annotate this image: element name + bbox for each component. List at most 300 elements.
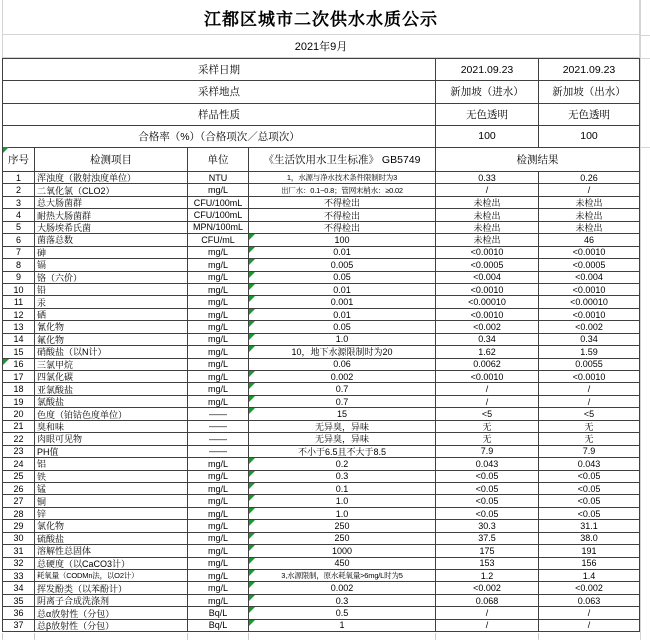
- cell-unit: [188, 334, 249, 346]
- cell-unit: [188, 471, 249, 483]
- cell-seq: [3, 483, 35, 495]
- cell-result-outlet-text: <0.05: [577, 483, 601, 494]
- cell-item: [35, 433, 188, 445]
- table-header-row: [3, 147, 640, 172]
- cell-seq: [3, 607, 35, 619]
- cell-standard: [249, 508, 436, 520]
- cell-standard-text: 0.05: [333, 321, 351, 332]
- cell-unit: [188, 533, 249, 545]
- cell-result-inlet: [436, 184, 539, 196]
- info-label: 合格率（%）（合格项次／总项次）: [3, 126, 436, 148]
- cell-unit: [188, 582, 249, 594]
- cell-item: [35, 396, 188, 408]
- cell-result-outlet-text: 0.063: [577, 595, 601, 606]
- cell-unit: [188, 184, 249, 196]
- cell-seq-text: 18: [13, 384, 24, 395]
- cell-result-inlet-text: 未检出: [473, 210, 501, 221]
- cell-seq-text: 12: [13, 309, 24, 320]
- cell-standard: [249, 321, 436, 333]
- cell-seq: [3, 421, 35, 433]
- cell-result-outlet-text: <0.0010: [572, 284, 606, 295]
- cell-standard-text: 15: [336, 409, 347, 420]
- cell-result-inlet-text: 0.33: [478, 172, 496, 183]
- table-row: [3, 595, 640, 607]
- cell-unit-text: CFU/100mL: [193, 197, 243, 208]
- cell-unit: [188, 222, 249, 234]
- cell-standard-text: 250: [334, 533, 350, 544]
- cell-result-outlet: [539, 421, 640, 433]
- info-label: 样品性质: [3, 104, 436, 126]
- gridline-margin-2: [640, 58, 650, 59]
- cell-unit-text: ——: [209, 446, 227, 457]
- cell-item: [35, 620, 188, 632]
- cell-seq: [3, 334, 35, 346]
- cell-standard: [249, 371, 436, 383]
- cell-unit: [188, 383, 249, 395]
- table-row: [3, 446, 640, 458]
- cell-seq: [3, 545, 35, 557]
- cell-result-outlet: [539, 359, 640, 371]
- info-label: 采样日期: [3, 59, 436, 81]
- cell-result-inlet: [436, 508, 539, 520]
- cell-result-inlet: [436, 296, 539, 308]
- cell-item-text: 硒: [37, 310, 47, 321]
- cell-standard-text: 450: [334, 558, 350, 569]
- cell-item-text: 总大肠菌群: [37, 198, 83, 209]
- cell-standard-text: 0.01: [333, 247, 351, 258]
- cell-seq-text: 17: [13, 371, 24, 382]
- cell-unit: [188, 595, 249, 607]
- results-table: [2, 147, 640, 632]
- cell-standard-text: 0.001: [330, 297, 354, 308]
- cell-seq-text: 30: [13, 533, 24, 544]
- cell-seq-text: 35: [13, 595, 24, 606]
- cell-result-inlet: [436, 321, 539, 333]
- cell-result-inlet: [436, 620, 539, 632]
- table-body: [3, 172, 640, 632]
- cell-unit: [188, 359, 249, 371]
- cell-result-inlet-text: <0.05: [475, 483, 499, 494]
- cell-result-inlet-text: <0.0010: [470, 247, 504, 258]
- cell-result-inlet: [436, 383, 539, 395]
- cell-result-outlet: [539, 595, 640, 607]
- cell-result-inlet-text: 7.9: [480, 446, 494, 457]
- cell-seq-text: 24: [13, 458, 24, 469]
- cell-result-inlet-text: /: [485, 620, 489, 631]
- cell-standard: [249, 197, 436, 209]
- cell-item: [35, 570, 188, 582]
- table-row: [3, 545, 640, 557]
- cell-unit: [188, 433, 249, 445]
- cell-unit: [188, 321, 249, 333]
- cell-unit-text: mg/L: [207, 483, 228, 494]
- error-flag-icon: [249, 458, 255, 464]
- cell-unit: [188, 209, 249, 221]
- cell-item: [35, 383, 188, 395]
- cell-standard: [249, 383, 436, 395]
- cell-unit: [188, 309, 249, 321]
- cell-seq-text: 15: [13, 346, 24, 357]
- info-row: [3, 59, 640, 81]
- cell-seq: [3, 595, 35, 607]
- cell-standard: [249, 184, 436, 196]
- table-row: [3, 508, 640, 520]
- cell-result-outlet: [539, 558, 640, 570]
- cell-standard: [249, 495, 436, 507]
- cell-item: [35, 359, 188, 371]
- cell-seq: [3, 383, 35, 395]
- cell-standard: [249, 433, 436, 445]
- cell-result-inlet-text: 175: [479, 545, 495, 556]
- cell-result-inlet: [436, 346, 539, 358]
- cell-result-inlet-text: 1.62: [478, 346, 496, 357]
- cell-result-inlet-text: 0.34: [478, 334, 496, 345]
- gridline-right: [640, 0, 641, 640]
- cell-result-inlet-text: 未检出: [473, 198, 501, 209]
- cell-unit-text: mg/L: [207, 247, 228, 258]
- info-label: 采样地点: [3, 81, 436, 103]
- cell-result-inlet: [436, 309, 539, 321]
- cell-unit: [188, 284, 249, 296]
- cell-seq-text: 5: [15, 222, 21, 233]
- cell-item-text: 挥发酚类（以苯酚计）: [37, 583, 128, 594]
- cell-standard: [249, 446, 436, 458]
- table-row: [3, 184, 640, 196]
- cell-result-outlet-text: 156: [581, 558, 597, 569]
- error-flag-icon: [249, 272, 255, 278]
- cell-standard-text: 3,水源限制，原水耗氧量>6mg/L时为5: [281, 571, 403, 581]
- cell-result-inlet-text: <0.002: [473, 321, 501, 332]
- cell-result-inlet-text: <0.0010: [470, 284, 504, 295]
- cell-result-outlet: [539, 607, 640, 619]
- cell-result-outlet-text: 未检出: [575, 210, 603, 221]
- table-row: [3, 359, 640, 371]
- cell-result-outlet-text: <0.002: [575, 583, 603, 594]
- cell-standard-text: 出厂水：0.1~0.8；管网末梢水：≥0.02: [281, 185, 403, 195]
- cell-seq: [3, 296, 35, 308]
- cell-result-inlet-text: 0.068: [475, 595, 499, 606]
- cell-seq-text: 8: [15, 259, 21, 270]
- cell-result-outlet-text: 无: [584, 421, 594, 432]
- cell-standard: [249, 582, 436, 594]
- cell-result-inlet-text: <0.05: [475, 508, 499, 519]
- cell-item-text: 铝: [37, 459, 47, 470]
- cell-item: [35, 197, 188, 209]
- header-item: 检测项目: [35, 147, 188, 172]
- cell-unit-text: mg/L: [207, 272, 228, 283]
- header-seq: [3, 147, 35, 172]
- cell-standard: [249, 607, 436, 619]
- cell-unit-text: mg/L: [207, 471, 228, 482]
- table-row: [3, 296, 640, 308]
- cell-unit: [188, 259, 249, 271]
- info-value-outlet: 无色透明: [539, 104, 640, 126]
- cell-seq-text: 25: [13, 471, 24, 482]
- table-row: [3, 620, 640, 632]
- cell-result-outlet-text: /: [587, 620, 591, 631]
- cell-seq: [3, 272, 35, 284]
- cell-standard: [249, 209, 436, 221]
- cell-standard: [249, 520, 436, 532]
- cell-standard-text: 0.05: [333, 272, 351, 283]
- cell-result-inlet-text: 无: [482, 421, 492, 432]
- table-row: [3, 284, 640, 296]
- cell-seq-text: 32: [13, 558, 24, 569]
- cell-seq: [3, 209, 35, 221]
- cell-result-outlet: [539, 620, 640, 632]
- error-flag-icon: [249, 483, 255, 489]
- cell-seq-text: 20: [13, 409, 24, 420]
- cell-result-outlet-text: 未检出: [575, 198, 603, 209]
- cell-result-inlet-text: <0.00010: [468, 297, 506, 308]
- report-month: 2021年9月: [2, 35, 640, 58]
- cell-standard-text: 0.5: [335, 608, 349, 619]
- error-flag-icon: [249, 520, 255, 526]
- cell-item-text: 铬（六价）: [37, 272, 83, 283]
- cell-result-outlet-text: 38.0: [580, 533, 598, 544]
- gridline-stub: [34, 633, 35, 640]
- cell-seq: [3, 371, 35, 383]
- cell-result-outlet: [539, 408, 640, 420]
- cell-result-inlet-text: /: [485, 384, 489, 395]
- cell-seq: [3, 346, 35, 358]
- cell-standard: [249, 222, 436, 234]
- cell-result-outlet: [539, 433, 640, 445]
- cell-result-inlet-text: <0.002: [473, 583, 501, 594]
- cell-seq: [3, 433, 35, 445]
- cell-result-inlet: [436, 533, 539, 545]
- cell-item: [35, 483, 188, 495]
- cell-unit: [188, 508, 249, 520]
- cell-result-outlet-text: 7.9: [582, 446, 596, 457]
- cell-seq-text: 19: [13, 396, 24, 407]
- cell-result-outlet-text: 191: [581, 545, 597, 556]
- cell-seq: [3, 408, 35, 420]
- cell-result-inlet-text: 0.0062: [473, 359, 501, 370]
- cell-seq-text: 1: [15, 172, 21, 183]
- cell-result-inlet-text: 1.2: [480, 570, 494, 581]
- error-flag-icon: [249, 334, 255, 340]
- error-flag-icon: [249, 570, 255, 576]
- cell-item: [35, 334, 188, 346]
- cell-result-outlet-text: 31.1: [580, 520, 598, 531]
- cell-unit: [188, 558, 249, 570]
- cell-item-text: 浑浊度（散射浊度单位）: [37, 173, 137, 184]
- error-flag-icon: [249, 296, 255, 302]
- cell-seq: [3, 184, 35, 196]
- cell-unit: [188, 371, 249, 383]
- cell-result-outlet: [539, 446, 640, 458]
- cell-result-inlet: [436, 495, 539, 507]
- cell-standard: [249, 234, 436, 246]
- cell-item-text: 溶解性总固体: [37, 546, 92, 557]
- cell-item-text: 氟化物: [37, 334, 65, 345]
- cell-item: [35, 259, 188, 271]
- cell-seq: [3, 582, 35, 594]
- cell-result-inlet: [436, 545, 539, 557]
- cell-seq: [3, 197, 35, 209]
- cell-result-outlet-text: 无: [584, 434, 594, 445]
- cell-standard: [249, 296, 436, 308]
- cell-item: [35, 582, 188, 594]
- cell-unit-text: Bq/L: [208, 620, 228, 631]
- cell-standard: [249, 471, 436, 483]
- info-row: [3, 81, 640, 103]
- cell-result-inlet: [436, 259, 539, 271]
- cell-seq-text: 31: [13, 545, 24, 556]
- cell-standard: [249, 172, 436, 184]
- cell-result-inlet-text: 37.5: [478, 533, 496, 544]
- cell-result-outlet: [539, 234, 640, 246]
- cell-result-outlet-text: 未检出: [575, 222, 603, 233]
- info-value-inlet: 新加坡（进水）: [436, 81, 539, 103]
- table-row: [3, 495, 640, 507]
- cell-item-text: 四氯化碳: [37, 372, 74, 383]
- cell-result-outlet: [539, 259, 640, 271]
- table-row: [3, 582, 640, 594]
- cell-result-outlet: [539, 346, 640, 358]
- table-row: [3, 520, 640, 532]
- cell-result-inlet-text: <5: [481, 409, 493, 420]
- cell-result-inlet: [436, 197, 539, 209]
- cell-result-inlet-text: 无: [482, 434, 492, 445]
- cell-standard-text: 0.01: [333, 284, 351, 295]
- cell-item: [35, 533, 188, 545]
- cell-seq: [3, 247, 35, 259]
- table-row: [3, 334, 640, 346]
- cell-standard-text: 100: [334, 234, 350, 245]
- cell-standard: [249, 570, 436, 582]
- cell-item: [35, 371, 188, 383]
- cell-item: [35, 321, 188, 333]
- cell-item: [35, 595, 188, 607]
- cell-unit-text: mg/L: [207, 185, 228, 196]
- cell-item-text: 大肠埃希氏菌: [37, 222, 92, 233]
- cell-result-inlet: [436, 483, 539, 495]
- cell-unit-text: mg/L: [207, 496, 228, 507]
- cell-seq-text: 13: [13, 321, 24, 332]
- table-row: [3, 197, 640, 209]
- cell-result-inlet-text: 30.3: [478, 520, 496, 531]
- cell-unit-text: ——: [209, 409, 227, 420]
- cell-seq: [3, 458, 35, 470]
- cell-result-inlet-text: <0.0010: [470, 371, 504, 382]
- cell-item: [35, 184, 188, 196]
- cell-unit-text: mg/L: [207, 334, 228, 345]
- cell-standard: [249, 334, 436, 346]
- cell-standard: [249, 272, 436, 284]
- cell-standard: [249, 558, 436, 570]
- cell-standard: [249, 247, 436, 259]
- cell-standard-text: 1.0: [335, 496, 349, 507]
- cell-result-outlet-text: /: [587, 608, 591, 619]
- cell-item: [35, 545, 188, 557]
- cell-item-text: 铅: [37, 285, 47, 296]
- cell-item-text: 臭和味: [37, 421, 65, 432]
- cell-result-outlet-text: <0.004: [575, 272, 603, 283]
- cell-result-outlet: [539, 371, 640, 383]
- cell-result-inlet-text: <0.0010: [470, 309, 504, 320]
- cell-unit-text: CFU/100mL: [193, 210, 243, 221]
- cell-result-outlet-text: <0.0005: [572, 259, 606, 270]
- cell-item-text: 耐热大肠菌群: [37, 210, 92, 221]
- error-flag-icon: [249, 533, 255, 539]
- cell-result-outlet: [539, 570, 640, 582]
- table-row: [3, 346, 640, 358]
- cell-result-outlet: [539, 321, 640, 333]
- cell-item: [35, 346, 188, 358]
- cell-item-text: 三氯甲烷: [37, 359, 74, 370]
- cell-result-outlet: [539, 172, 640, 184]
- cell-seq-text: 7: [15, 247, 21, 258]
- cell-result-inlet-text: 未检出: [473, 235, 501, 246]
- cell-item-text: 氯酸盐: [37, 397, 65, 408]
- cell-unit-text: mg/L: [207, 396, 228, 407]
- cell-seq: [3, 234, 35, 246]
- cell-item: [35, 272, 188, 284]
- cell-result-outlet: [539, 471, 640, 483]
- info-value-outlet: 100: [539, 126, 640, 148]
- error-flag-icon: [249, 545, 255, 551]
- cell-result-inlet: [436, 570, 539, 582]
- cell-seq-text: 33: [13, 570, 24, 581]
- cell-result-inlet-text: 未检出: [473, 222, 501, 233]
- cell-result-inlet: [436, 359, 539, 371]
- cell-item: [35, 508, 188, 520]
- cell-unit: [188, 421, 249, 433]
- cell-standard-text: 0.01: [333, 309, 351, 320]
- cell-unit-text: mg/L: [207, 508, 228, 519]
- cell-result-outlet: [539, 582, 640, 594]
- cell-seq: [3, 558, 35, 570]
- cell-standard: [249, 259, 436, 271]
- cell-seq: [3, 309, 35, 321]
- cell-seq: [3, 620, 35, 632]
- cell-seq: [3, 396, 35, 408]
- cell-item: [35, 558, 188, 570]
- header-seq-label: 序号: [8, 153, 29, 166]
- cell-standard-text: 0.06: [333, 359, 351, 370]
- cell-result-inlet: [436, 607, 539, 619]
- cell-standard-text: 0.002: [330, 371, 354, 382]
- info-value-inlet: 无色透明: [436, 104, 539, 126]
- gridline-stub: [538, 633, 539, 640]
- cell-item: [35, 495, 188, 507]
- cell-unit-text: mg/L: [207, 259, 228, 270]
- gridline-margin-3: [640, 147, 650, 148]
- cell-item: [35, 421, 188, 433]
- cell-result-inlet: [436, 371, 539, 383]
- cell-result-inlet: [436, 458, 539, 470]
- cell-unit: [188, 247, 249, 259]
- table-row: [3, 222, 640, 234]
- error-flag-icon: [3, 147, 9, 153]
- gridline-stub: [2, 633, 3, 640]
- cell-seq-text: 3: [15, 197, 21, 208]
- cell-result-outlet: [539, 483, 640, 495]
- cell-unit: [188, 234, 249, 246]
- cell-standard: [249, 545, 436, 557]
- cell-item-text: 色度（铂钴色度单位）: [37, 409, 128, 420]
- cell-result-outlet: [539, 458, 640, 470]
- cell-unit-text: mg/L: [207, 570, 228, 581]
- cell-result-inlet: [436, 272, 539, 284]
- cell-result-outlet: [539, 334, 640, 346]
- table-row: [3, 209, 640, 221]
- cell-standard-text: 无异臭，异味: [314, 421, 369, 432]
- cell-seq-text: 6: [15, 234, 21, 245]
- info-row: [3, 126, 640, 148]
